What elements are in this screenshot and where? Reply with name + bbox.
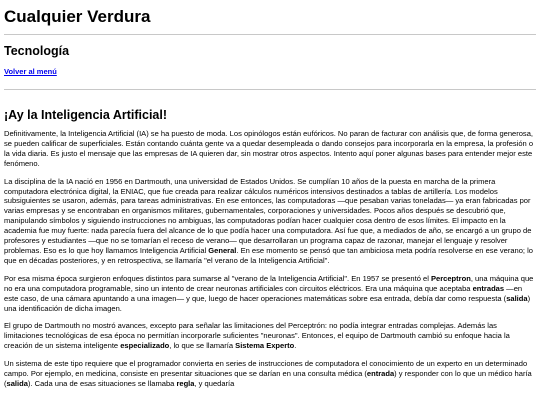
bold-term: entrada bbox=[366, 369, 395, 379]
bold-term: especializado bbox=[120, 341, 170, 351]
article-paragraph bbox=[4, 321, 536, 351]
text-run: La disciplina de la IA nació en 1956 en Dartmouth, una universidad de Estados Unidos. Se cumplían 10 años de la puesta en marcha de la primera computadora electrónica digital, la ENIAC, que fue creada para realizar cálculos numéricos intensivos destinados a tablas de artillería. Los modelos subsiguientes se usaron, además, para tareas administrativas. En ese entonces, las computadoras —que pesaban varias toneladas— ya eran fabricadas por varias empresas y se encontraban en organismos militares, gubernamentales, corporaciones y universidades. Pocos años después se descubrió que, manipulando símbolos y siguiendo instrucciones no ambiguas, las computadoras podían hacer cualquier cosa dentro de esos límites. El impacto en la academia fue muy fuerte: nada parecía fuera del alcance de lo que podía hacer una computadora. Así fue que, a mediados de año, se encargó a un grupo de profesores y estudiantes —que no se tomarían el receso de verano— que desarrollaran un programa capaz de razonar, manejar el lenguaje y resolver problemas. Eso es lo que hoy llamamos Inteligencia Artificial bbox=[4, 176, 532, 255]
text-run: El grupo de Dartmouth no mostró avances, excepto para señalar las limitaciones del Perceptrón: no podía integrar entradas complejas. Además las limitaciones tecnológicas de esa época no permitían incorporarle suficientes "neuronas". Entonces, el equipo de Dartmouth cambió su enfoque hacia la creación de un sistema inteligente bbox=[4, 321, 510, 351]
text-run: Un sistema de este tipo requiere que el programador convierta en series de instrucciones de computadora el conocimiento de un experto en un determinado campo. Por ejemplo, en medicina, consiste en presentar situaciones que se darían en una consulta médica ( bbox=[4, 359, 528, 379]
text-run: —en este caso, de una cámara apuntando a una imagen— y que, luego de hacer operaciones matemáticas sobre esa entrada, debía dar como respuesta ( bbox=[4, 283, 523, 303]
text-run: ). Cada una de esas situaciones se llamaba bbox=[27, 378, 177, 388]
bold-term: salida bbox=[506, 293, 528, 303]
bold-term: regla bbox=[176, 378, 195, 388]
text-run: , lo que se llamaría bbox=[169, 341, 236, 351]
text-run: , una máquina que no era una computadora programable, sino un intento de crear neuronas artificiales con circuitos eléctricos. Era una máquina que aceptaba bbox=[4, 273, 534, 293]
bold-term: Sistema Experto bbox=[235, 341, 295, 351]
article-paragraph bbox=[4, 274, 536, 314]
article-paragraph bbox=[4, 129, 536, 169]
section-title: Tecnología bbox=[4, 44, 70, 58]
text-run: . En ese momento se pensó que tan ambiciosa meta podría resolverse en ese verano; lo que en décadas posteriores, y en retrospectiva, se llamaría "el verano de la Inteligencia Artificial". bbox=[4, 245, 534, 265]
article-body bbox=[4, 129, 536, 389]
text-run: Por esa misma época surgieron enfoques distintos para sumarse al "verano de la Inteligencia Artificial". En 1957 se presentó el bbox=[4, 273, 431, 283]
site-title: Cualquier Verdura bbox=[4, 6, 536, 35]
bold-term: General bbox=[208, 245, 237, 255]
text-run: . bbox=[294, 341, 297, 351]
back-to-menu-link[interactable]: Volver al menú bbox=[4, 67, 57, 76]
bold-term: entradas bbox=[472, 283, 505, 293]
article-paragraph bbox=[4, 177, 536, 266]
divider bbox=[4, 89, 536, 90]
text-run: ) y responder con lo que un médico haría ( bbox=[4, 369, 532, 388]
article-title: ¡Ay la Inteligencia Artificial! bbox=[4, 108, 168, 122]
article-paragraph bbox=[4, 359, 536, 389]
text-run: ) una identificación de dicha imagen. bbox=[4, 293, 531, 313]
text-run: Definitivamente, la Inteligencia Artificial (IA) se ha puesto de moda. Los opinólogos están eufóricos. No paran de facturar con análisis que, de forma generosa, se pueden calificar de superficiales. Están contando cuánta gente va a quedar desempleada o dando consejos para incorporarla en la empresa, la profesión o la vida diaria. Es justo el mensaje que las empresas de IA quieren dar, sin mostrar otros aspectos. Intento aquí poner algunas bases para entender mejor este fenómeno. bbox=[4, 129, 534, 168]
bold-term: salida bbox=[6, 378, 28, 388]
bold-term: Perceptron bbox=[430, 273, 471, 283]
text-run: , y quedaría bbox=[194, 378, 235, 388]
